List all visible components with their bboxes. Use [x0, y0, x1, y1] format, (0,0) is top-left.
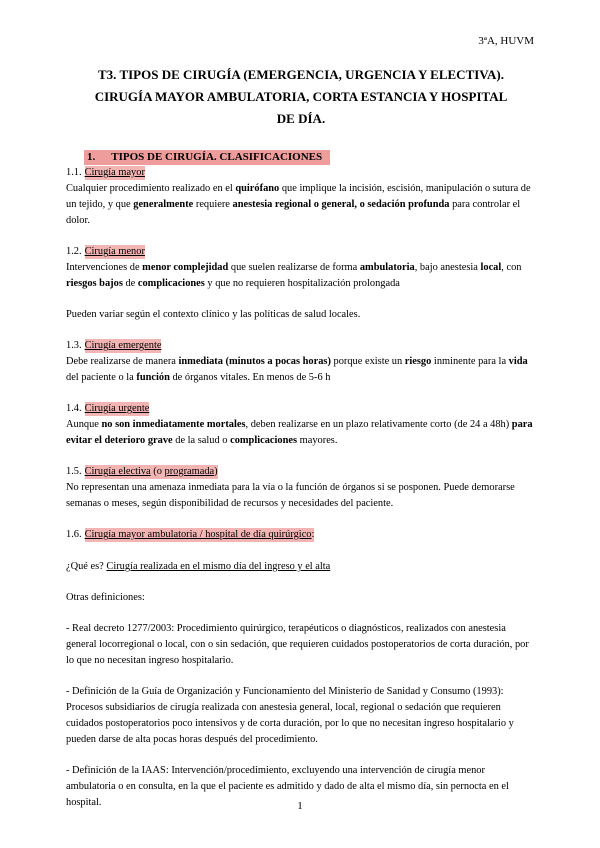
text-run: ¿Qué es? [66, 561, 107, 572]
document-title [66, 64, 536, 130]
text-run: Cirugía urgente [84, 403, 150, 414]
text-run: para evitar el deterioro grave [66, 419, 533, 446]
text-run: mayores. [297, 435, 338, 446]
paragraph [66, 684, 536, 748]
text-run: local [480, 262, 502, 273]
paragraph [66, 621, 536, 669]
document-body [66, 149, 536, 811]
text-run: No representan una amenaza inmediata para la vía o la función de órganos si se posponen. Puede demorarse semanas o meses, según disponibilidad de recursos y necesidades del paciente. [66, 482, 515, 509]
text-run: ) [214, 466, 218, 477]
text-run: complicaciones [137, 278, 205, 289]
paragraph [66, 181, 536, 229]
text-run: - Definición de la Guía de Organización y Funcionamiento del Ministerio de Sanidad y Consumo (1993): Procesos subsidiarios de cirugía realizada con anestesia general, local, regional o sedación que requieren cuidados postoperatorios poco intensivos y de corta duración, por lo que no necesitan ingreso hospitalario y pueden darse de alta pocas horas después del procedimiento. [66, 686, 514, 745]
text-run: programada [164, 466, 215, 477]
title-line: DE DÍA. [276, 111, 326, 126]
paragraph [66, 354, 536, 386]
text-run: TIPOS DE CIRUGÍA. CLASIFICACIONES [111, 151, 323, 163]
paragraph [66, 260, 536, 292]
text-run: vida [508, 356, 528, 367]
subsection-heading [66, 464, 536, 480]
text-run: de [122, 278, 138, 289]
text-run: Cirugía menor [84, 246, 145, 257]
text-run: inmediata (minutos a pocas horas) [178, 356, 331, 367]
text-run: generalmente [133, 199, 194, 210]
section-heading-highlight [84, 150, 330, 165]
text-run: - Definición de la IAAS: Intervención/procedimiento, excluyendo una intervención de cirugía menor ambulatoria o en consulta, en la que el paciente es admitido y dado de alta el mismo día, sin pernocta en el hospital. [66, 765, 509, 808]
text-run: requiere [193, 199, 233, 210]
text-run: riesgos bajos [66, 278, 123, 289]
subsection-number: 1.6. [66, 529, 82, 540]
text-run: Pueden variar según el contexto clínico y las políticas de salud locales. [66, 309, 361, 320]
text-run: Cualquier procedimiento realizado en el [66, 183, 236, 194]
text-run: anestesia regional o general, o sedación profunda [232, 199, 450, 210]
subsection-heading [66, 527, 536, 543]
text-run: del paciente o la [66, 372, 137, 383]
text-run: quirófano [235, 183, 280, 194]
subsection-heading [66, 165, 536, 181]
text-run: menor complejidad [142, 262, 229, 273]
text-run: función [136, 372, 170, 383]
text-run: ambulatoria [359, 262, 415, 273]
subsection-heading [66, 401, 536, 417]
paragraph [66, 559, 536, 575]
text-run: Otras definiciones: [66, 592, 145, 603]
text-run: que suelen realizarse de forma [228, 262, 360, 273]
paragraph [66, 590, 536, 606]
subsection-number: 1.3. [66, 340, 82, 351]
text-run: Cirugía emergente [84, 340, 162, 351]
text-run: Cirugía electiva [84, 466, 151, 477]
subsection-number: 1.1. [66, 167, 82, 178]
text-run: no son inmediatamente mortales [101, 419, 246, 430]
text-run: y que no requieren hospitalización prolongada [204, 278, 400, 289]
title-line: CIRUGÍA MAYOR AMBULATORIA, CORTA ESTANCIA Y HOSPITAL [94, 89, 508, 104]
subsection-heading [66, 244, 536, 260]
subsection-heading [66, 338, 536, 354]
text-run: Cirugía mayor ambulatoria / hospital de día quirúrgico [84, 529, 312, 540]
text-run: que implique la incisión, escisión, manipulación o sutura de un tejido, y que [66, 183, 531, 210]
section-number: 1. [87, 151, 96, 163]
page-header-text: 3ªA, HUVM [478, 35, 534, 47]
text-run: de la salud o [172, 435, 231, 446]
text-run: complicaciones [230, 435, 298, 446]
text-run: : [311, 529, 315, 540]
text-run: Cirugía realizada en el mismo día del ingreso y el alta [106, 561, 331, 572]
subsection-number: 1.4. [66, 403, 82, 414]
text-run: , con [501, 262, 522, 273]
text-run: riesgo [404, 356, 432, 367]
subsection-number: 1.5. [66, 466, 82, 477]
subsection-number: 1.2. [66, 246, 82, 257]
paragraph [66, 307, 536, 323]
text-run: de órganos vitales. En menos de 5-6 h [169, 372, 331, 383]
text-run: Debe realizarse de manera [66, 356, 179, 367]
title-line: T3. TIPOS DE CIRUGÍA (EMERGENCIA, URGENCIA Y ELECTIVA). [98, 67, 504, 82]
text-run: , bajo anestesia [414, 262, 481, 273]
section-heading [84, 149, 536, 165]
text-run: Cirugía mayor [84, 167, 145, 178]
paragraph [66, 480, 536, 512]
text-run: inminente para la [431, 356, 509, 367]
text-run: , deben realizarse en un plazo relativamente corto (de 24 a 48h) [245, 419, 512, 430]
text-run: (o [150, 466, 165, 477]
text-run: Intervenciones de [66, 262, 143, 273]
text-run: porque existe un [330, 356, 405, 367]
text-run: Aunque [66, 419, 102, 430]
page-number: 1 [297, 800, 303, 812]
text-run: para controlar el dolor. [66, 199, 521, 226]
text-run: - Real decreto 1277/2003: Procedimiento quirúrgico, terapéuticos o diagnósticos, realizados con anestesia general locorregional o local, con o sin sedación, que requieren cuidados postoperatorios de corta duración, por lo que no necesitan ingreso hospitalario. [66, 623, 529, 666]
paragraph [66, 417, 536, 449]
